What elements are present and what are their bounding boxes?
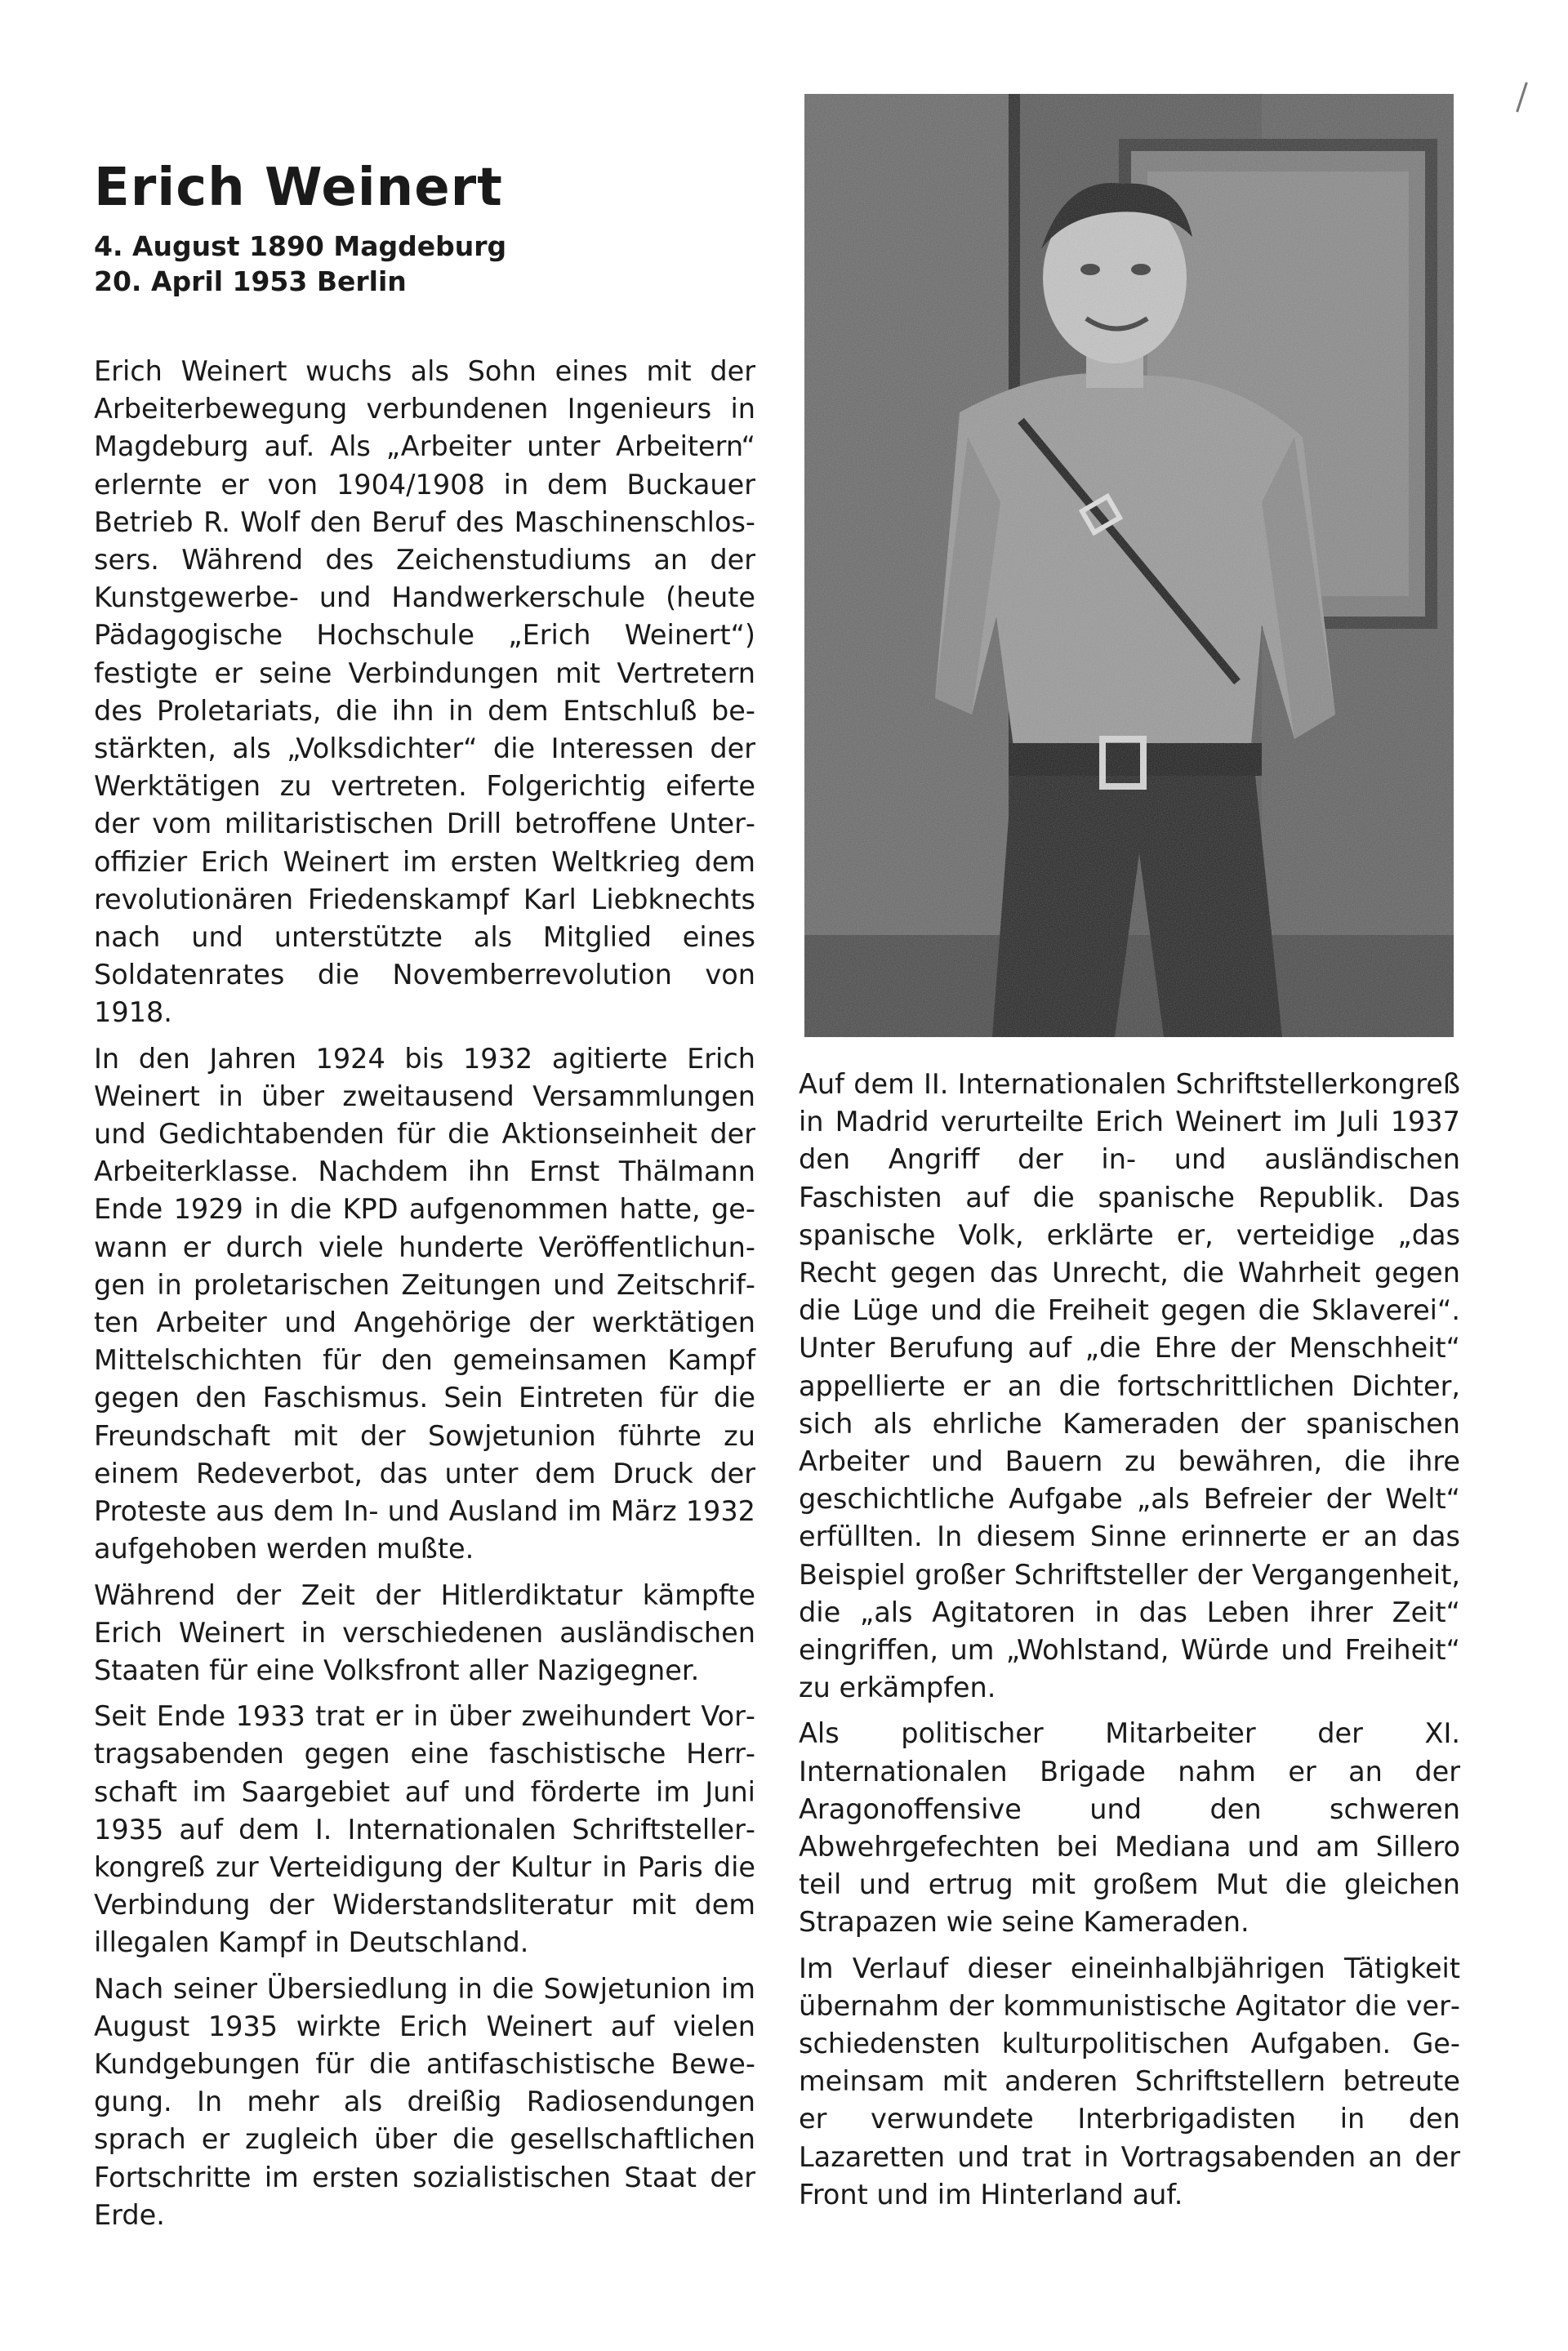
paragraph: In den Jahren 1924 bis 1932 agitierte Erich Weinert in über zweitausend Versammlungen und Gedichtabenden für die Aktionseinheit der Arbeiterklasse. Nachdem ihn Ernst Thälmann Ende 1929 in die KPD aufgenommen hatte, gewann er durch viele hunderte Veröffentlichungen in proletarischen Zeitungen und Zeitschriften Arbeiter und Angehörige der werktätigen Mittelschichten für den gemeinsamen Kampf gegen den Faschismus. Sein Eintreten für die Freundschaft mit der Sowjetunion führte zu einem Redeverbot, das unter dem Druck der Proteste aus dem In- und Ausland im März 1932 aufgehoben werden mußte. — [94, 1042, 755, 1565]
paragraph: Während der Zeit der Hitlerdiktatur kämpfte Erich Weinert in verschiedenen ausländischen Staaten für eine Volksfront aller Nazigegner. — [94, 1578, 755, 1686]
paragraph: Seit Ende 1933 trat er in über zweihundert Vortragsabenden gegen eine faschistische Herrschaft im Saargebiet auf und förderte im Juni 1935 auf dem I. Internationalen Schriftstellerkongreß zur Verteidigung der Kultur in Paris die Verbindung der Widerstandsliteratur mit dem illegalen Kampf in Deutschland. — [94, 1700, 755, 1959]
page-title: Erich Weinert — [94, 158, 503, 218]
margin-mark — [1516, 82, 1528, 112]
portrait-image — [804, 94, 1454, 1037]
birth-line: 4. August 1890 Magdeburg — [94, 230, 507, 263]
paragraph: Erich Weinert wuchs als Sohn eines mit der Arbeiterbewegung verbundenen Ingenieurs in Magdeburg auf. Als „Arbeiter unter Arbeitern“ erlernte er von 1904/1908 in dem Buckauer Betrieb R. Wolf den Beruf des Maschinenschlossers. Während des Zeichenstudiums an der Kunstgewerbe- und Handwerkerschule (heute Pädagogische Hochschule „Erich Weinert“) festigte er seine Verbindungen mit Vertretern des Proletariats, die ihn in dem Entschluß bestärkten, als „Volksdichter“ die Interessen der Werktätigen zu vertreten. Folgerichtig eiferte der vom militaristischen Drill betroffene Unteroffizier Erich Weinert im ersten Weltkrieg dem revolutionären Friedenskampf Karl Liebknechts nach und unterstützte als Mitglied eines Soldatenrates die Novemberrevolution von 1918. — [94, 355, 755, 1029]
paragraph: Im Verlauf dieser eineinhalbjährigen Tätigkeit übernahm der kommunistische Agitator die verschiedensten kulturpolitischen Aufgaben. Gemeinsam mit anderen Schriftstellern betreute er verwundete Interbrigadisten in den Lazaretten und trat in Vortragsabenden an der Front und im Hinterland auf. — [799, 1952, 1460, 2211]
death-line: 20. April 1953 Berlin — [94, 265, 407, 297]
right-text-column — [799, 1066, 1460, 2222]
portrait-photo — [804, 94, 1454, 1037]
left-text-column — [94, 353, 755, 2242]
paragraph: Nach seiner Übersiedlung in die Sowjetunion im August 1935 wirkte Erich Weinert auf vielen Kundgebungen für die antifaschistische Bewegung. In mehr als dreißig Radiosendungen sprach er zugleich über die gesellschaftlichen Fortschritte im ersten sozialistischen Staat der Erde. — [94, 1972, 755, 2231]
paragraph: Auf dem II. Internationalen Schriftstellerkongreß in Madrid verurteilte Erich Weinert im Juli 1937 den Angriff der in- und ausländischen Faschisten auf die spanische Republik. Das spanische Volk, erklärte er, verteidige „das Recht gegen das Unrecht, die Wahrheit gegen die Lüge und die Freiheit gegen die Sklaverei“. Unter Berufung auf „die Ehre der Menschheit“ appellierte er an die fortschrittlichen Dichter, sich als ehrliche Kameraden der spanischen Arbeiter und Bauern zu bewähren, die ihre geschichtliche Aufgabe „als Befreier der Welt“ erfüllten. In diesem Sinne erinnerte er an das Beispiel großer Schriftsteller der Vergangenheit, die „als Agitatoren in das Leben ihrer Zeit“ eingriffen, um „Wohlstand, Würde und Freiheit“ zu erkämpfen. — [799, 1068, 1460, 1704]
article-header — [94, 159, 764, 299]
paragraph: Als politischer Mitarbeiter der XI. Internationalen Brigade nahm er an der Aragonoffensive und den schweren Abwehrgefechten bei Mediana und am Sillero teil und ertrug mit großem Mut die gleichen Strapazen wie seine Kameraden. — [799, 1717, 1460, 1939]
